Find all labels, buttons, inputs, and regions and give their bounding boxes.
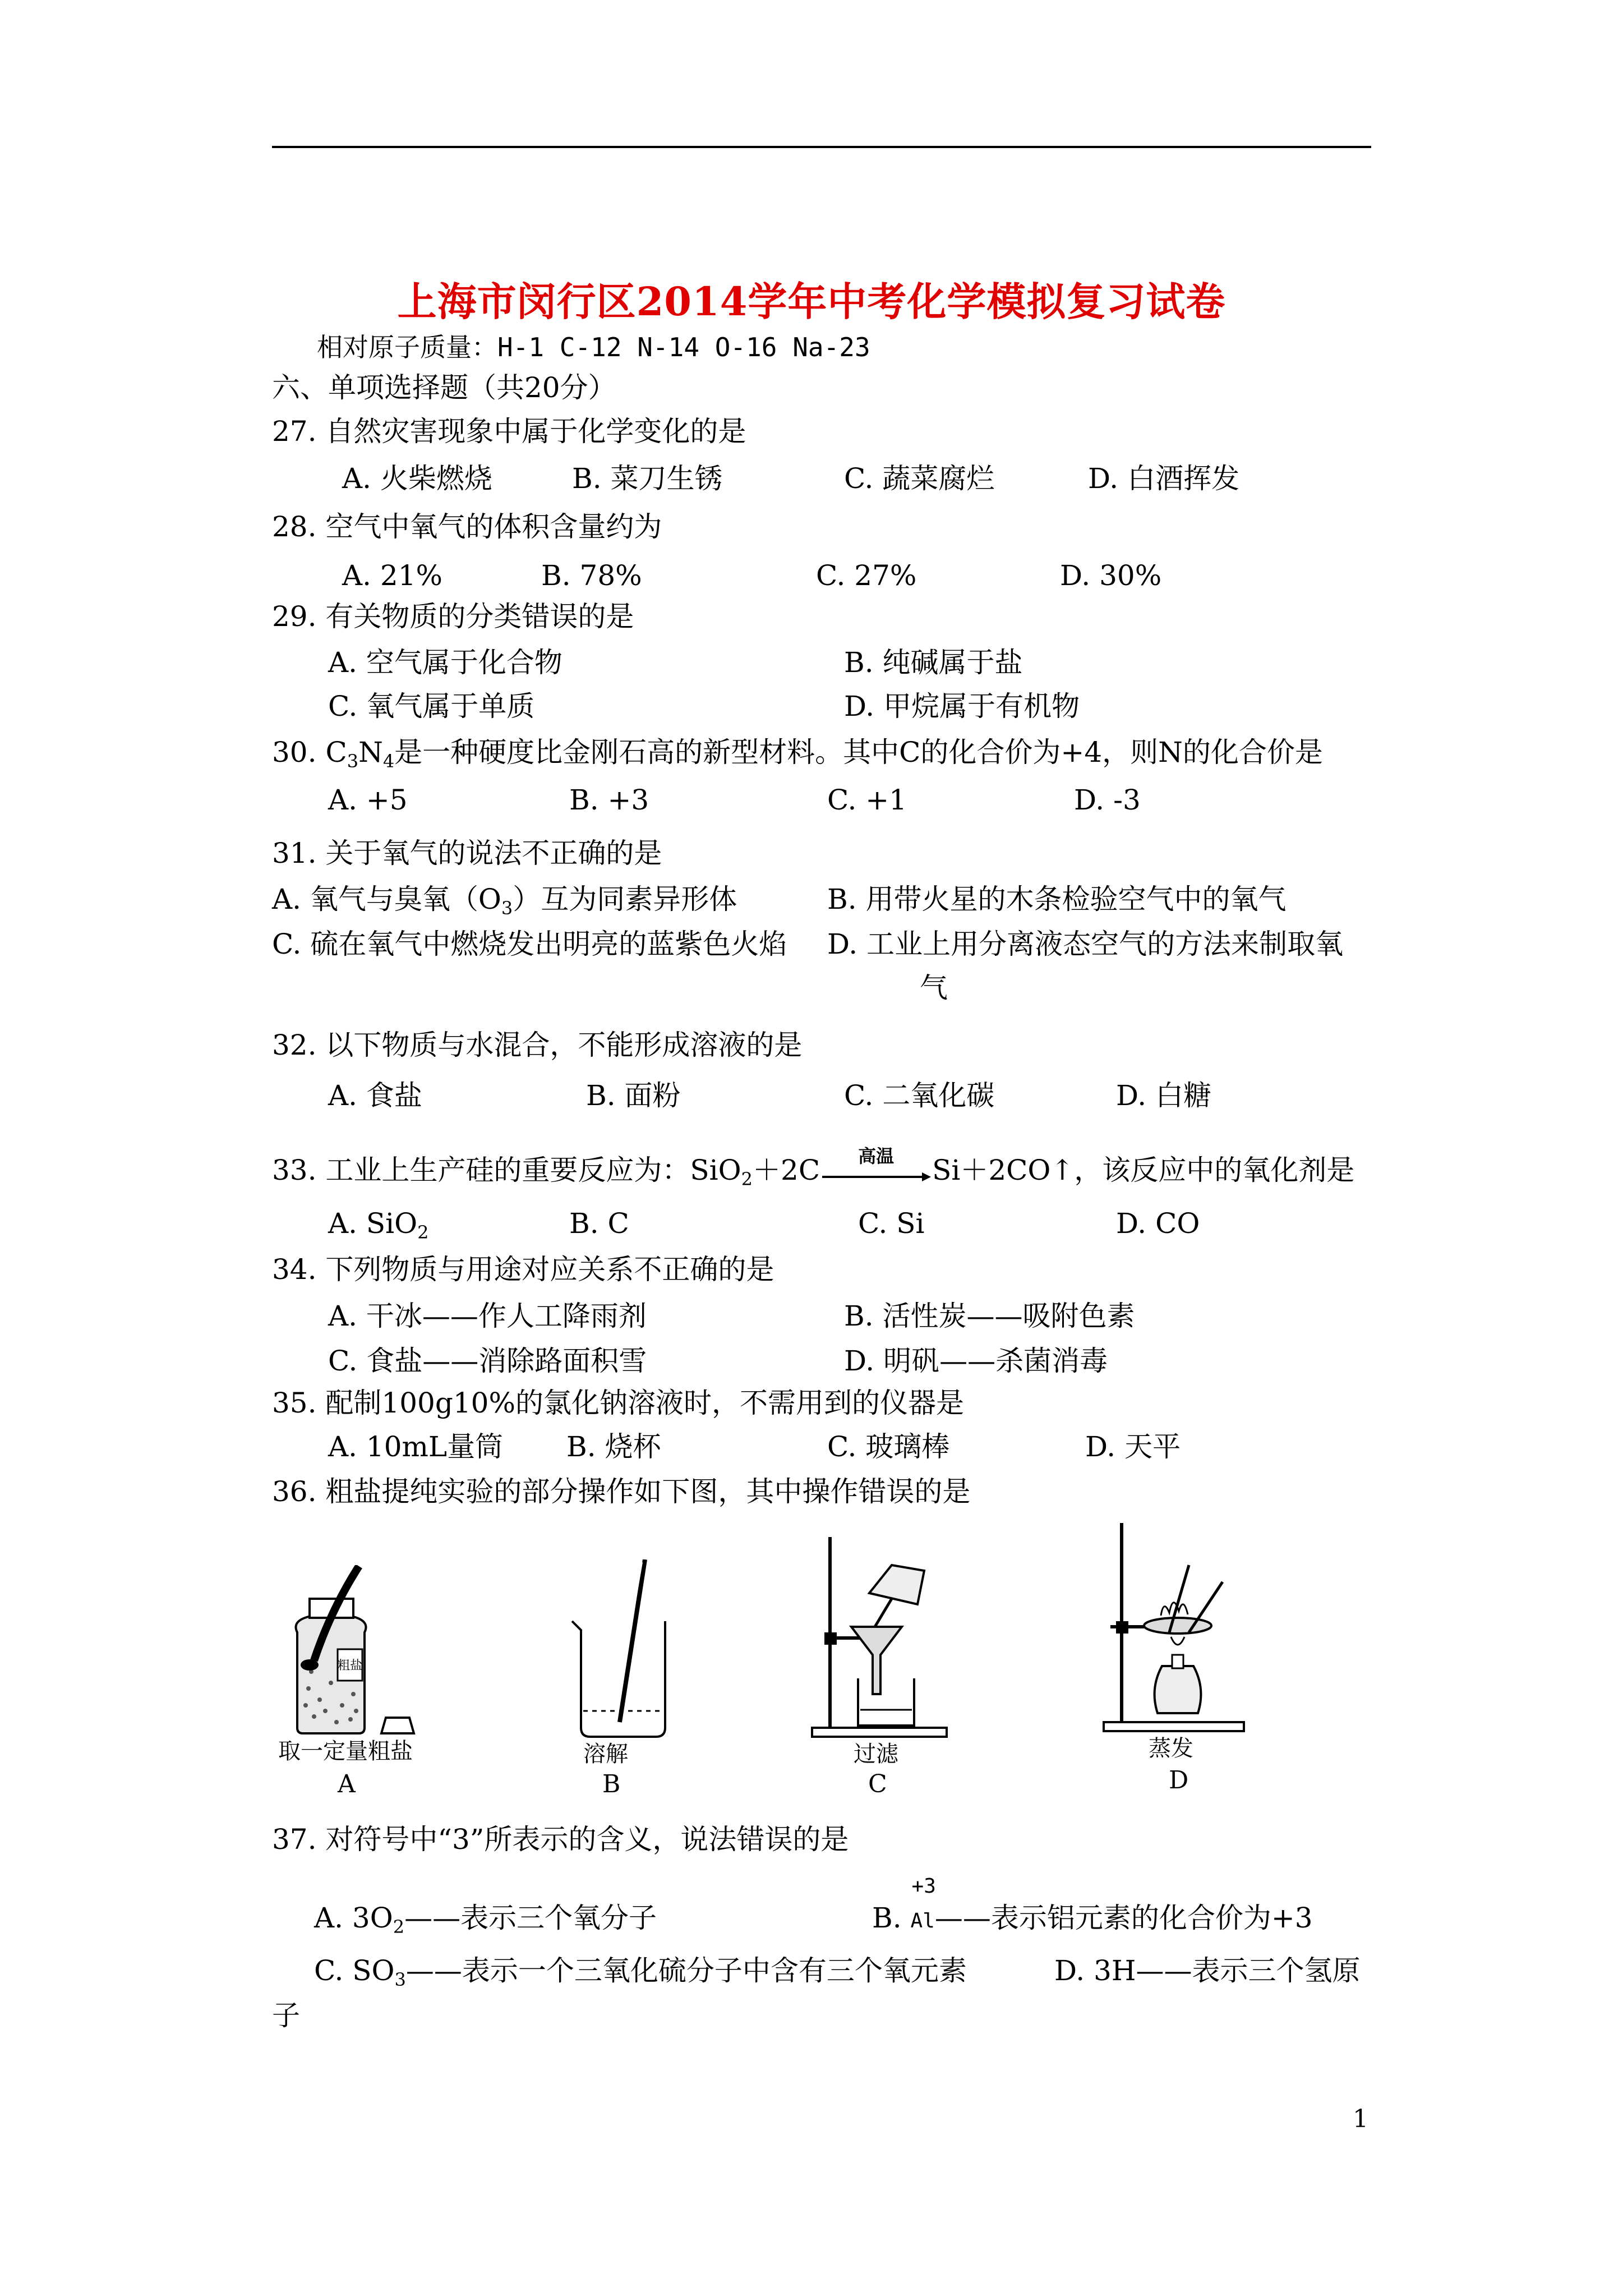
figure-b-letter: B (602, 1770, 621, 1798)
q32-option-d: D. 白糖 (1116, 1079, 1212, 1112)
q37-option-a-text-end: ——表示三个氧分子 (404, 1902, 657, 1934)
q31-option-a (272, 882, 737, 926)
q33-stem-text: 33. 工业上生产硅的重要反应为：SiO (272, 1154, 741, 1186)
q34-stem: 34. 下列物质与用途对应关系不正确的是 (272, 1253, 774, 1286)
figure-d-caption: 蒸发 (1149, 1736, 1193, 1761)
q37-option-b-text: ——表示铝元素的化合价为+3 (934, 1902, 1313, 1934)
q31-option-b: B. 用带火星的木条检验空气中的氧气 (827, 883, 1287, 915)
q27-option-b: B. 菜刀生锈 (572, 462, 723, 495)
figure-c-caption: 过滤 (854, 1741, 898, 1767)
q37-option-a (314, 1901, 657, 1944)
q28-stem: 28. 空气中氧气的体积含量约为 (272, 510, 662, 543)
reaction-arrow (820, 1145, 932, 1184)
q32-option-c: C. 二氧化碳 (844, 1079, 995, 1112)
q29-option-d: D. 甲烷属于有机物 (844, 690, 1080, 723)
figure-c-filter (808, 1531, 976, 1801)
q35-option-d: D. 天平 (1085, 1430, 1181, 1463)
figure-a-take-salt (275, 1565, 454, 1801)
figure-b-caption: 溶解 (583, 1741, 628, 1767)
figure-d-letter: D (1169, 1766, 1189, 1795)
q35-option-a: A. 10mL量筒 (328, 1430, 504, 1463)
figure-c-letter: C (868, 1770, 887, 1798)
q37-option-a-text: A. 3O (314, 1902, 393, 1934)
q30-formula-n: N (358, 736, 383, 769)
q37-option-a-subscript: 2 (393, 1916, 405, 1938)
q33-option-d: D. CO (1116, 1207, 1200, 1240)
q37-option-c-text-end: ——表示一个三氧化硫分子中含有三个氧元素 (405, 1954, 967, 1987)
q34-option-b: B. 活性炭——吸附色素 (844, 1300, 1135, 1332)
header-rule (272, 146, 1371, 148)
q28-option-d: D. 30% (1060, 559, 1162, 592)
q37-option-b-label: B. (872, 1902, 902, 1934)
q29-option-a: A. 空气属于化合物 (328, 646, 562, 679)
q33-option-c: C. Si (858, 1207, 925, 1240)
al-symbol: Al (910, 1910, 935, 1932)
q31-stem: 31. 关于氧气的说法不正确的是 (272, 837, 662, 869)
q29-stem: 29. 有关物质的分类错误的是 (272, 600, 634, 633)
al-valence-superscript: +3 (911, 1875, 936, 1898)
q37-option-d-continued: 子 (272, 1999, 300, 2032)
q31-option-a-text-end: ）互为同素异形体 (513, 883, 737, 915)
q37-option-b (872, 1875, 1313, 1939)
q30-stem (272, 735, 1323, 779)
q32-stem: 32. 以下物质与水混合，不能形成溶液的是 (272, 1029, 803, 1061)
q27-stem: 27. 自然灾害现象中属于化学变化的是 (272, 415, 746, 448)
section-heading: 六、单项选择题（共20分） (272, 371, 616, 404)
q33-option-b: B. C (569, 1207, 629, 1240)
atomic-mass-line: 相对原子质量：H-1 C-12 N-14 O-16 Na-23 (317, 332, 870, 362)
q33-stem (272, 1145, 1355, 1197)
q31-option-c: C. 硫在氧气中燃烧发出明亮的蓝紫色火焰 (272, 928, 787, 960)
q37-option-d: D. 3H——表示三个氢原 (1054, 1954, 1361, 1987)
q27-option-a: A. 火柴燃烧 (342, 462, 492, 495)
page-number: 1 (1353, 2105, 1368, 2133)
q32-option-b: B. 面粉 (586, 1079, 681, 1112)
q30-option-b: B. +3 (569, 784, 649, 816)
figure-a-jar-label: 粗盐 (337, 1659, 363, 1673)
figure-d-evaporate (1099, 1520, 1267, 1801)
reaction-condition: 高温 (858, 1145, 895, 1167)
q31-option-d-continued: 气 (920, 972, 948, 1004)
q28-option-c: C. 27% (816, 559, 917, 592)
q33-reactant: ＋2C (753, 1154, 820, 1186)
al-valence-symbol (910, 1875, 936, 1939)
q30-subscript-1: 3 (347, 751, 359, 772)
q33-option-a-text: A. SiO (328, 1207, 418, 1240)
q35-stem: 35. 配制100g10%的氯化钠溶液时，不需用到的仪器是 (272, 1387, 964, 1419)
figure-b-dissolve (561, 1559, 695, 1801)
q34-option-c: C. 食盐——消除路面积雪 (328, 1345, 647, 1377)
q31-option-d: D. 工业上用分离液态空气的方法来制取氧 (827, 928, 1344, 960)
exam-title: 上海市闵行区2014学年中考化学模拟复习试卷 (397, 278, 1226, 325)
q27-option-d: D. 白酒挥发 (1088, 462, 1240, 495)
q30-option-d: D. -3 (1074, 784, 1141, 816)
q35-option-b: B. 烧杯 (566, 1430, 661, 1463)
q33-stem-end: Si＋2CO↑，该反应中的氧化剂是 (932, 1154, 1355, 1186)
q37-stem: 37. 对符号中“3”所表示的含义，说法错误的是 (272, 1823, 849, 1856)
q29-option-b: B. 纯碱属于盐 (844, 646, 1023, 679)
q33-option-a (328, 1206, 429, 1250)
figure-a-letter: A (338, 1770, 356, 1798)
q30-formula-c: C (325, 736, 347, 769)
q27-option-c: C. 蔬菜腐烂 (844, 462, 995, 495)
q30-stem-text: 是一种硬度比金刚石高的新型材料。其中C的化合价为+4，则N的化合价是 (394, 736, 1323, 769)
q31-option-a-subscript: 3 (501, 898, 513, 919)
figure-a-caption: 取一定量粗盐 (278, 1738, 413, 1764)
q37-option-c-text: C. SO (314, 1954, 395, 1987)
q35-option-c: C. 玻璃棒 (827, 1430, 950, 1463)
q36-stem: 36. 粗盐提纯实验的部分操作如下图，其中操作错误的是 (272, 1475, 971, 1508)
q34-option-a: A. 干冰——作人工降雨剂 (328, 1300, 647, 1332)
q31-option-a-text: A. 氧气与臭氧（O (272, 883, 501, 915)
q30-subscript-2: 4 (382, 751, 395, 772)
q29-option-c: C. 氧气属于单质 (328, 690, 535, 723)
q34-option-d: D. 明矾——杀菌消毒 (844, 1345, 1108, 1377)
q33-subscript: 2 (741, 1168, 753, 1190)
q28-option-a: A. 21% (342, 559, 443, 592)
q30-option-a: A. +5 (328, 784, 408, 816)
q33-option-a-subscript: 2 (417, 1222, 429, 1243)
q30-option-c: C. +1 (827, 784, 907, 816)
q32-option-a: A. 食盐 (328, 1079, 422, 1112)
q30-number: 30. (272, 736, 317, 769)
q37-option-c-subscript: 3 (394, 1969, 406, 1990)
q28-option-b: B. 78% (541, 559, 642, 592)
q37-option-c (314, 1953, 967, 1997)
